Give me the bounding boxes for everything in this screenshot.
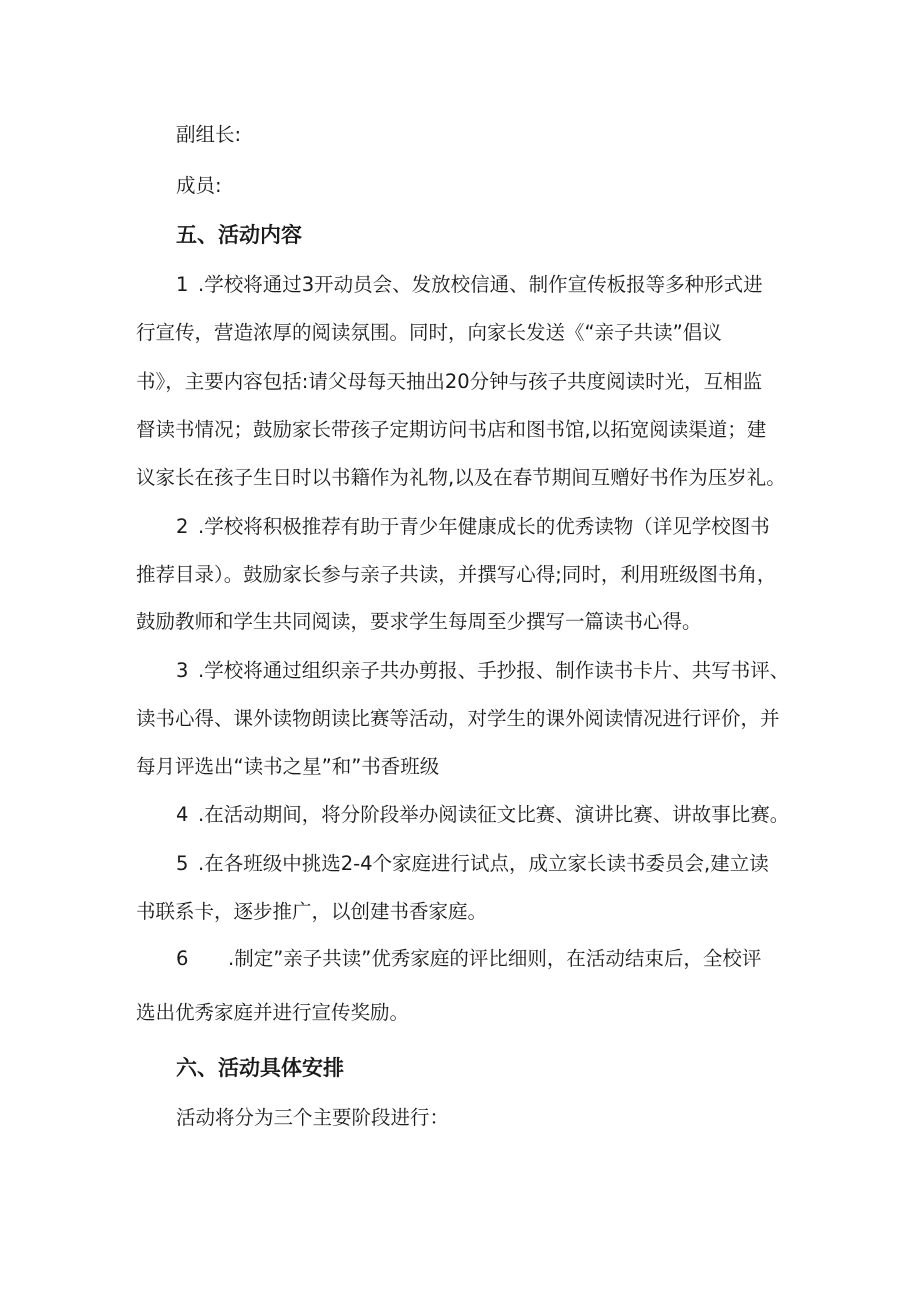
- item-3-line-2: 读书心得、课外读物朗读比赛等活动，对学生的课外阅读情况进行评价，并: [136, 707, 780, 730]
- item-1-line-2: 行宣传，营造浓厚的阅读氛围。同时，向家长发送《“亲子共读”倡议: [136, 321, 722, 344]
- section-6-intro: 活动将分为三个主要阶段进行：: [176, 1106, 450, 1129]
- section-6-heading: 六、活动具体安排: [176, 1056, 344, 1080]
- item-2-number: 2: [176, 515, 189, 538]
- item-5-number: 5: [176, 852, 189, 875]
- item-1-line-1: 1 .学校将通过3开动员会、发放校信通、制作宣传板报等多种形式进: [176, 273, 763, 296]
- item-3-line-3: 每月评选出“读书之星”和”书香班级: [136, 755, 440, 778]
- item-3-line-1: 3 .学校将通过组织亲子共办剪报、手抄报、制作读书卡片、共写书评、: [176, 659, 790, 682]
- item-2-line-1: 2 .学校将积极推荐有助于青少年健康成长的优秀读物（详见学校图书: [176, 515, 770, 538]
- item-2-line-2: 推荐目录）。鼓励家长参与亲子共读，并撰写心得;同时，利用班级图书角，: [136, 563, 777, 586]
- item-4-number: 4: [176, 803, 189, 826]
- item-1-line-5: 议家长在孩子生日时以书籍作为礼物,以及在春节期间互赠好书作为压岁礼。: [136, 466, 786, 489]
- section-5-heading: 五、活动内容: [176, 223, 302, 247]
- item-6-line-1: 6 .制定”亲子共读”优秀家庭的评比细则，在活动结束后，全校评: [176, 947, 762, 970]
- item-3-number: 3: [176, 659, 189, 682]
- item-4-line-1: 4 .在活动期间，将分阶段举办阅读征文比赛、演讲比赛、讲故事比赛。: [176, 803, 790, 826]
- vice-leader-label: 副组长:: [176, 123, 242, 146]
- item-2-line-3: 鼓励教师和学生共同阅读，要求学生每周至少撰写一篇读书心得。: [136, 610, 702, 633]
- members-label: 成员:: [176, 174, 222, 197]
- item-1-line-3: 书》，主要内容包括:请父母每天抽出20分钟与孩子共度阅读时光，互相监: [136, 370, 763, 393]
- item-5-line-2: 书联系卡，逐步推广，以创建书香家庭。: [136, 900, 488, 923]
- item-1-number: 1: [176, 273, 189, 296]
- item-5-line-1: 5 .在各班级中挑选2-4个家庭进行试点，成立家长读书委员会,建立读: [176, 852, 769, 875]
- item-6-number: 6: [176, 947, 189, 970]
- item-6-line-2: 选出优秀家庭并进行宣传奖励。: [136, 1001, 410, 1024]
- item-1-line-4: 督读书情况；鼓励家长带孩子定期访问书店和图书馆,以拓宽阅读渠道；建: [136, 418, 767, 441]
